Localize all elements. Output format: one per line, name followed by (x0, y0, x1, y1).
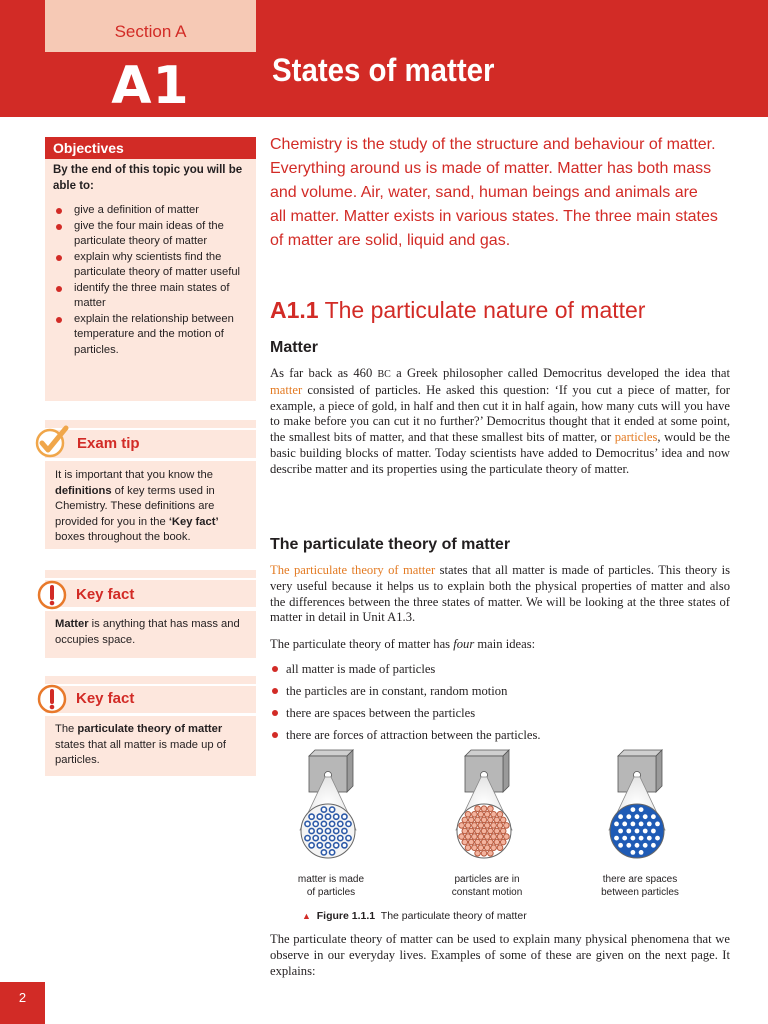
objectives-title: Objectives (45, 137, 256, 159)
particle (655, 836, 660, 841)
particle (651, 829, 656, 834)
particle (497, 845, 503, 851)
particle (643, 843, 648, 848)
matter-heading: Matter (270, 339, 319, 356)
particle (334, 814, 339, 819)
checkmark-icon (35, 424, 71, 460)
particle (500, 839, 506, 845)
list-item: there are spaces between the particles (270, 702, 730, 724)
particle (631, 850, 636, 855)
particle (504, 834, 510, 840)
particle (491, 845, 497, 851)
particle (494, 828, 500, 834)
particle (313, 821, 318, 826)
particle (484, 823, 490, 829)
particle (462, 817, 468, 823)
glossary-term: The particulate theory of matter (270, 563, 436, 577)
particle (472, 823, 478, 829)
particle (305, 821, 310, 826)
particle (342, 814, 347, 819)
particle (635, 814, 640, 819)
particle (488, 828, 494, 834)
intro-paragraph: Chemistry is the study of the structure and behaviour of matter. Everything around us is made of matter. Matter has both mass and volume. Air, water, sand, human beings and animals are all matter. Matter exists in various states. The three main states of matter are solid, liquid and gas. (270, 136, 718, 249)
figure-label-2a: particles are in (454, 874, 520, 885)
topic-code: A1 (111, 56, 190, 116)
particle (338, 821, 343, 826)
triangle-icon: ▲ (302, 911, 311, 921)
theory-heading: The particulate theory of matter (270, 536, 511, 553)
particle (465, 823, 471, 829)
objectives-list (53, 203, 253, 358)
section-title: The particulate nature of matter (324, 297, 646, 323)
ideas-list (270, 658, 730, 746)
particle (491, 834, 497, 840)
particle (497, 812, 503, 818)
cube-side (656, 750, 662, 792)
section-number: A1.1 (270, 297, 319, 323)
particle (478, 834, 484, 840)
particle (468, 839, 474, 845)
figure-label-2b: constant motion (451, 887, 523, 898)
exam-tip-text: It is important that you know the definitions of key terms used in Chemistry. These definitions are provided for you in the ‘Key fact’ boxes throughout the book. (55, 469, 219, 543)
figure-panel (300, 750, 356, 858)
particle (491, 812, 497, 818)
list-item: all matter is made of particles (270, 658, 730, 680)
particle (481, 817, 487, 823)
list-item: explain why scientists find the particulate theory of matter useful (53, 250, 253, 281)
particle (643, 814, 648, 819)
cube-top (618, 750, 662, 756)
particle (465, 812, 471, 818)
particle (488, 817, 494, 823)
particle (484, 845, 490, 851)
particle (475, 806, 481, 812)
particle (647, 822, 652, 827)
ideas-intro: The particulate theory of matter has four main ideas: (270, 637, 536, 651)
particle (478, 823, 484, 829)
page-number: 2 (0, 982, 45, 1024)
particle (481, 851, 487, 857)
particle (475, 828, 481, 834)
particle (631, 807, 636, 812)
particle (468, 828, 474, 834)
particle (468, 817, 474, 823)
list-item: there are forces of attraction between the particles. (270, 724, 730, 746)
particle (475, 817, 481, 823)
particle (313, 836, 318, 841)
objectives-intro: By the end of this topic you will be able to: (53, 164, 243, 192)
key-fact-strip (45, 570, 256, 578)
particle (484, 834, 490, 840)
key-fact-title: Key fact (76, 586, 135, 603)
particle (334, 843, 339, 848)
particle (478, 845, 484, 851)
particle (500, 817, 506, 823)
figure-label-3a: there are spaces (602, 874, 678, 885)
particle (626, 814, 631, 819)
particle (481, 806, 487, 812)
particle (459, 834, 465, 840)
particle (618, 814, 623, 819)
particle (465, 845, 471, 851)
glossary-term: particles (614, 430, 658, 445)
particle (639, 836, 644, 841)
particle (472, 834, 478, 840)
particle (622, 836, 627, 841)
particle (321, 836, 326, 841)
figure-label-1b: of particles (306, 887, 356, 898)
figure-panel (456, 750, 512, 858)
particle (618, 843, 623, 848)
particle (330, 836, 335, 841)
particle-figure (270, 746, 730, 906)
cube-side (503, 750, 509, 792)
cube-side (347, 750, 353, 792)
list-item: give a definition of matter (53, 203, 253, 219)
particle (475, 839, 481, 845)
list-item: identify the three main states of matter (53, 281, 253, 312)
closing-paragraph: The particulate theory of matter can be used to explain many physical phenomena that we observe in our everyday lives. Examples of some of these are given on the next page. It explains: (270, 932, 730, 978)
particle (465, 834, 471, 840)
exclamation-icon (37, 579, 67, 611)
particle (317, 814, 322, 819)
particle (342, 843, 347, 848)
key-fact-strip (45, 676, 256, 684)
particle (484, 812, 490, 818)
glossary-term: matter (270, 382, 303, 397)
particle (494, 839, 500, 845)
cube-top (465, 750, 509, 756)
section-heading (270, 296, 730, 324)
particle (647, 836, 652, 841)
particle (639, 822, 644, 827)
particle (330, 807, 335, 812)
theory-paragraph: The particulate theory of matter states that all matter is made of particles. This theory is very useful because it helps us to explain both the physical properties of matter and also the differences between the three states of matter. We will be looking at the three states of matter in detail in Unit A1.3. (270, 563, 730, 625)
particle (472, 812, 478, 818)
particle (639, 807, 644, 812)
particle (635, 829, 640, 834)
particle (321, 821, 326, 826)
particle (504, 823, 510, 829)
particle (626, 843, 631, 848)
particle (478, 812, 484, 818)
particle (346, 821, 351, 826)
particle (618, 829, 623, 834)
particle (472, 845, 478, 851)
particle (462, 839, 468, 845)
particle (614, 836, 619, 841)
particle (631, 822, 636, 827)
list-item: give the four main ideas of the particulate theory of matter (53, 219, 253, 250)
particle (626, 829, 631, 834)
exam-tip-title: Exam tip (77, 435, 140, 452)
list-item: the particles are in constant, random motion (270, 680, 730, 702)
particle (325, 828, 330, 833)
particle (651, 843, 656, 848)
particle (500, 828, 506, 834)
particle (622, 822, 627, 827)
particle (497, 834, 503, 840)
particle (330, 821, 335, 826)
particle (317, 828, 322, 833)
particle (494, 817, 500, 823)
particle (309, 828, 314, 833)
particle (325, 814, 330, 819)
figure-label-1a: matter is made (297, 874, 365, 885)
particle (643, 829, 648, 834)
particle (321, 850, 326, 855)
figure-panel (609, 750, 665, 858)
key-fact-text: The particulate theory of matter states that all matter is made up of particles. (55, 723, 227, 766)
particle (309, 843, 314, 848)
key-fact-text: Matter is anything that has mass and occupies space. (55, 618, 240, 646)
page-title: States of matter (272, 52, 495, 88)
particle (488, 806, 494, 812)
particle (481, 839, 487, 845)
particle (488, 851, 494, 857)
particle (346, 836, 351, 841)
list-item: explain the relationship between temperature and the motion of particles. (53, 312, 253, 359)
exam-tip-strip (45, 420, 256, 428)
particle (325, 843, 330, 848)
particle (655, 822, 660, 827)
particle (639, 850, 644, 855)
cube-top (309, 750, 353, 756)
section-label: Section A (45, 0, 256, 52)
particle (321, 807, 326, 812)
particle (631, 836, 636, 841)
matter-paragraph: As far back as 460 BC a Greek philosopher called Democritus developed the idea that matter consisted of particles. He asked this question: ‘If you cut a piece of matter, for example, a piece of gold, in half and then cut it in half again, how many cuts will you have to make before you can cut it no further?’ Democritus thought that it ended at some point, the smallest bits of matter, and that these smallest bits of matter, or particles, would be the basic building blocks of matter. Today scientists have added to Democritus’ idea and now describe matter and its properties using the particulate theory of matter. (270, 366, 730, 476)
particle (334, 828, 339, 833)
particle (342, 828, 347, 833)
particle (330, 850, 335, 855)
particle (488, 839, 494, 845)
figure-label-3b: between particles (601, 887, 679, 898)
exclamation-icon (37, 683, 67, 715)
particle (491, 823, 497, 829)
particle (635, 843, 640, 848)
particle (338, 836, 343, 841)
key-fact-title: Key fact (76, 690, 135, 707)
particle (651, 814, 656, 819)
particle (475, 851, 481, 857)
particle (317, 843, 322, 848)
figure-caption: ▲ Figure 1.1.1 The particulate theory of matter (302, 910, 527, 922)
particle (309, 814, 314, 819)
particle (459, 823, 465, 829)
particle (462, 828, 468, 834)
particle (305, 836, 310, 841)
particle (497, 823, 503, 829)
particle (614, 822, 619, 827)
particle (481, 828, 487, 834)
